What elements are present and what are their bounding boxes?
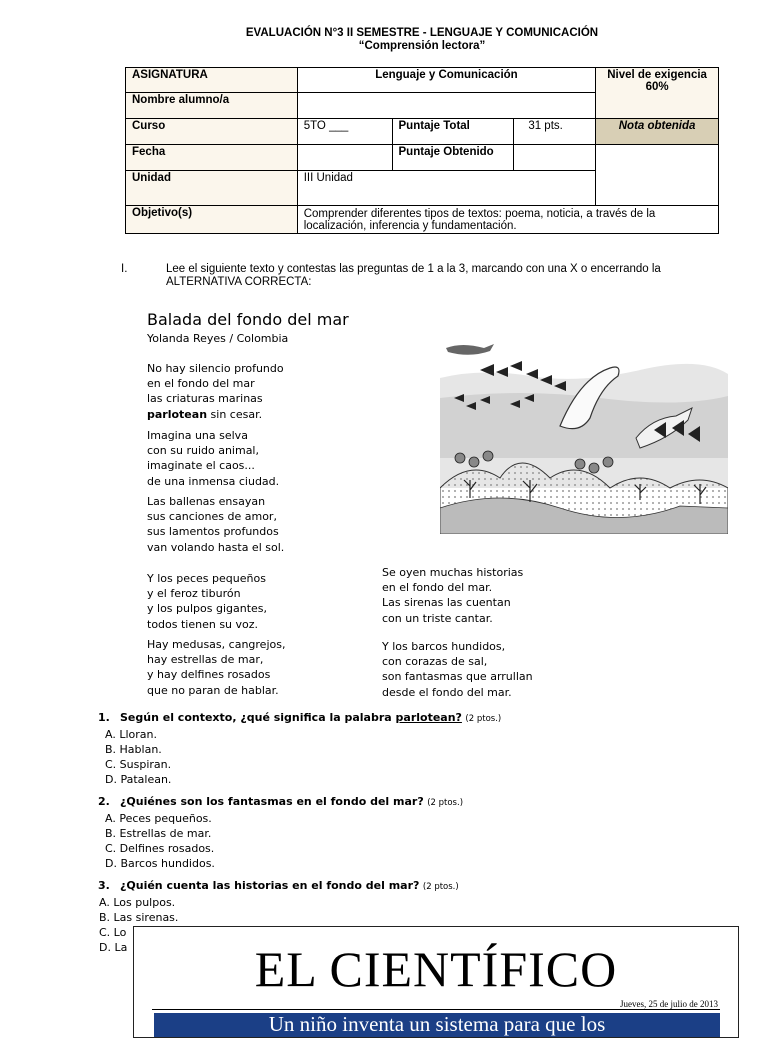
question-2: [98, 794, 658, 871]
question-1-stem: [98, 710, 658, 727]
poem-stanza-2: [147, 428, 279, 489]
poem-line: son fantasmas que arrullan: [382, 670, 533, 684]
poem-line: y hay delfines rosados: [147, 668, 271, 682]
poem-line: van volando hasta el sol.: [147, 540, 285, 554]
poem-line: y los pulpos gigantes,: [147, 602, 268, 616]
poem-line: con corazas de sal,: [382, 655, 488, 669]
poem-line: sus canciones de amor,: [147, 510, 277, 524]
q2-option-d[interactable]: D. Barcos hundidos.: [105, 857, 215, 870]
q3-option-b[interactable]: B. Las sirenas.: [99, 911, 179, 924]
poem-line-parlotean: [147, 407, 284, 422]
shark-icon: [446, 344, 494, 355]
nivel-label: Nivel de exigencia: [607, 69, 707, 81]
q3-points: (2 ptos.): [422, 882, 459, 892]
q2-option-a[interactable]: A. Peces pequeños.: [105, 812, 212, 825]
q3-text: ¿Quién cuenta las historias en el fondo del mar?: [120, 879, 420, 892]
puntaje-total-label: Puntaje Total: [392, 119, 514, 145]
nota-field[interactable]: [596, 145, 719, 206]
newspaper-clipping: [133, 926, 739, 1038]
poem-line: imaginate el caos...: [147, 459, 255, 473]
q3-option-c[interactable]: C. Lo: [99, 926, 127, 939]
exam-subtitle: “Comprensión lectora”: [358, 40, 486, 52]
poem-stanza-1: [147, 361, 284, 422]
question-3-stem: [98, 878, 658, 895]
student-info-table: [125, 67, 719, 234]
poem-line: con su ruido animal,: [147, 444, 259, 458]
poem-line: Se oyen muchas historias: [382, 566, 524, 579]
fecha-field[interactable]: [297, 145, 392, 171]
newspaper-headline-bar: [154, 1013, 720, 1037]
poem-line: Imagina una selva: [147, 429, 248, 442]
poem-line: en el fondo del mar.: [382, 581, 493, 595]
puntaje-total-value: 31 pts.: [514, 119, 596, 145]
curso-label: Curso: [126, 119, 298, 145]
q1-option-c[interactable]: C. Suspiran.: [105, 758, 172, 771]
poem-line: sus lamentos profundos: [147, 525, 279, 539]
poem-line: No hay silencio profundo: [147, 362, 284, 375]
instruction-line-1: Lee el siguiente texto y contestas las preguntas de 1 a la 3, marcando con una X o encerrando la: [166, 263, 661, 275]
objetivo-label: Objetivo(s): [126, 206, 298, 234]
q1-underlined: parlotean?: [395, 711, 462, 724]
q1-option-b[interactable]: B. Hablan.: [105, 743, 162, 756]
exam-title: EVALUACIÓN N°3 II SEMESTRE - LENGUAJE Y COMUNICACIÓN: [245, 27, 599, 39]
poem-stanza-4: [147, 571, 267, 632]
poem-stanza-6: [382, 565, 523, 626]
poem-line: que no paran de hablar.: [147, 683, 279, 697]
unidad-value: III Unidad: [297, 171, 595, 206]
instruction-numeral: I.: [121, 263, 128, 275]
newspaper-date: Jueves, 25 de julio de 2013: [620, 999, 718, 1009]
q3-option-a[interactable]: A. Los pulpos.: [99, 896, 176, 909]
newspaper-rule: [152, 1009, 720, 1010]
poem-line: en el fondo del mar: [147, 377, 255, 391]
poem-line: Y los peces pequeños: [147, 572, 266, 585]
question-1: [98, 710, 658, 787]
q2-option-c[interactable]: C. Delfines rosados.: [105, 842, 215, 855]
poem-line: y el feroz tiburón: [147, 587, 241, 601]
q2-text: ¿Quiénes son los fantasmas en el fondo del mar?: [120, 795, 424, 808]
nota-label: Nota obtenida: [596, 119, 719, 145]
puntaje-obtenido-label: Puntaje Obtenido: [392, 145, 514, 171]
poem-line: Hay medusas, cangrejos,: [147, 638, 286, 651]
objetivo-value: Comprender diferentes tipos de textos: poema, noticia, a través de la localización, inferencia y fundamentación.: [297, 206, 718, 234]
poem-line: Y los barcos hundidos,: [382, 640, 506, 653]
poem-stanza-3: [147, 494, 284, 555]
nombre-field[interactable]: [297, 93, 595, 119]
fecha-label: Fecha: [126, 145, 298, 171]
instruction-line-2: ALTERNATIVA CORRECTA:: [166, 276, 312, 288]
sea-illustration: [440, 338, 728, 534]
nivel-value: 60%: [645, 81, 669, 93]
poem-title: Balada del fondo del mar: [147, 310, 349, 329]
poem-line: todos tienen su voz.: [147, 617, 259, 631]
q2-option-b[interactable]: B. Estrellas de mar.: [105, 827, 212, 840]
q3-number: 3.: [98, 879, 110, 892]
poem-line: las criaturas marinas: [147, 392, 263, 406]
q1-option-a[interactable]: A. Lloran.: [105, 728, 157, 741]
curso-value: 5TO ___: [297, 119, 392, 145]
question-2-stem: [98, 794, 658, 811]
poem-line: hay estrellas de mar,: [147, 653, 264, 667]
poem-line: Las sirenas las cuentan: [382, 596, 511, 610]
nombre-label: Nombre alumno/a: [126, 93, 298, 119]
parlotean-word: parlotean: [147, 407, 208, 421]
poem-line: desde el fondo del mar.: [382, 685, 512, 699]
poem-line: con un triste cantar.: [382, 611, 493, 625]
asignatura-value: Lenguaje y Comunicación: [297, 68, 595, 93]
asignatura-label: ASIGNATURA: [126, 68, 298, 93]
newspaper-headline: Un niño inventa un sistema para que los: [268, 1013, 606, 1036]
q3-option-d[interactable]: D. La: [99, 941, 128, 954]
poem-stanza-5: [147, 637, 285, 698]
nivel-exigencia: [596, 68, 719, 119]
newspaper-masthead: EL CIENTÍFICO: [254, 941, 618, 997]
poem-author: Yolanda Reyes / Colombia: [147, 332, 289, 345]
q1-text: Según el contexto, ¿qué significa la palabra: [120, 711, 396, 724]
parlotean-rest: sin cesar.: [207, 407, 263, 421]
q2-number: 2.: [98, 795, 110, 808]
q1-points: (2 ptos.): [465, 714, 502, 724]
poem-line: Las ballenas ensayan: [147, 495, 266, 508]
unidad-label: Unidad: [126, 171, 298, 206]
q2-points: (2 ptos.): [427, 798, 464, 808]
poem-line: de una inmensa ciudad.: [147, 474, 280, 488]
q1-number: 1.: [98, 711, 110, 724]
poem-stanza-7: [382, 639, 533, 700]
puntaje-obtenido-field[interactable]: [514, 145, 596, 171]
q1-option-d[interactable]: D. Patalean.: [105, 773, 172, 786]
